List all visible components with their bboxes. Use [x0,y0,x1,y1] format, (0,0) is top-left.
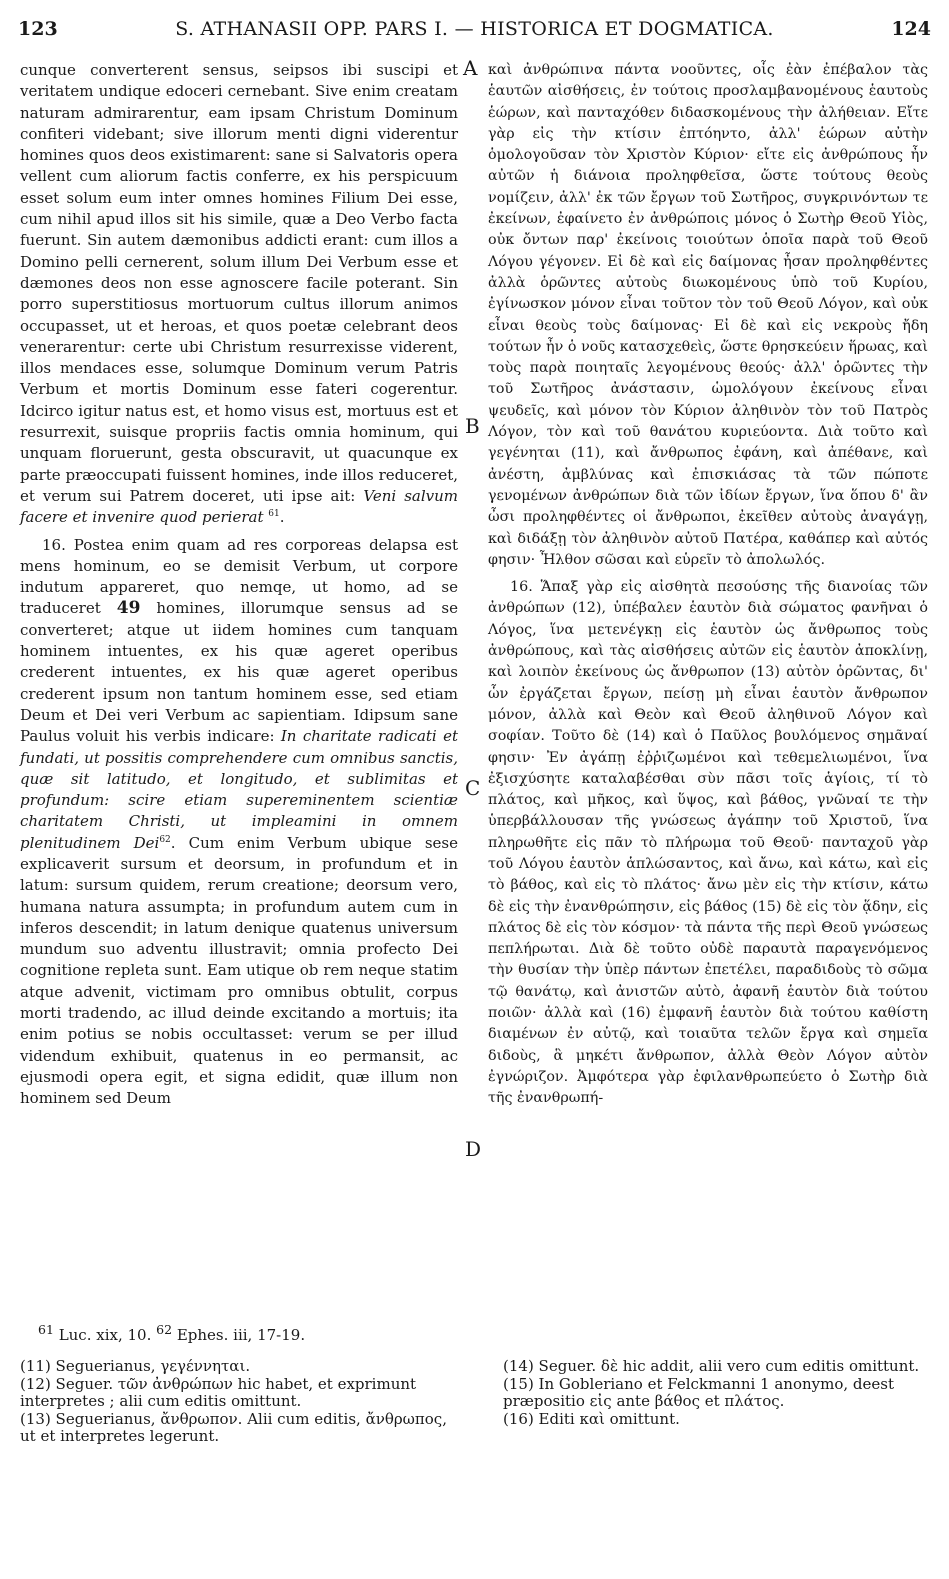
footnote: (14) Seguer. δὲ hic addit, alii vero cum editis omittunt. [503,1357,920,1375]
greek-paragraph-1: καὶ ἀνθρώπινα πάντα νοοῦντες, οἷς ἐὰν ἐπέβαλον τὰς ἑαυτῶν αἰσθήσεις, ἐν τούτοις προσλαμβανομένους ἑαυτοὺς ἑώρων, καὶ πανταχόθεν διδασκομένους τὴν ἀλήθειαν. Εἴτε γὰρ εἰς τὴν κτίσιν ἐπτόηντο, ἀλλ' ἑώρων αὐτὴν ὁμολογοῦσαν τὸν Χριστὸν Κύριον· εἴτε εἰς ἀνθρώπους ἦν αὐτῶν ἡ διάνοια προληφθεῖσα, ὥστε τούτους θεοὺς νομίζειν, ἀλλ' ἐκ τῶν ἔργων τοῦ Σωτῆρος, συγκρινόντων τε ἐκείνων, ἐφαίνετο ἐν ἀνθρώποις μόνος ὁ Σωτὴρ Θεοῦ Υἱὸς, οὐκ ὄντων παρ' ἐκείνοις τοιούτων ὁποῖα παρὰ τοῦ Θεοῦ Λόγου γέγονεν. Εἰ δὲ καὶ εἰς δαίμονας ἦσαν προληφθέντες ἀλλὰ ὁρῶντες αὐτοὺς διωκομένους ὑπὸ τοῦ Κυρίου, ἐγίνωσκον μόνον εἶναι τοῦτον τὸν τοῦ Θεοῦ Λόγον, καὶ οὐκ εἶναι θεοὺς τοὺς δαίμονας· Εἰ δὲ καὶ εἰς νεκροὺς ἤδη τούτων ἦν ὁ νοῦς κατασχεθεὶς, ὥστε θρησκεύειν ἥρωας, καὶ τοὺς παρὰ ποιηταῖς λεγομένους θεούς· ἀλλ' ὁρῶντες τὴν τοῦ Σωτῆρος ἀνάστασιν, ὡμολόγουν ἐκείνους εἶναι ψευδεῖς, καὶ μόνον τὸν Κύριον ἀληθινὸν τὸν τοῦ Πατρὸς Λόγον, τὸν καὶ τοῦ θανάτου κυριεύοντα. Διὰ τοῦτο καὶ γεγένηται (11), καὶ ἄνθρωπος ἐφάνη, καὶ ἀπέθανε, καὶ ἀνέστη, ἀμβλύνας καὶ ἐπισκιάσας τὰ τῶν πώποτε γενομένων ἀνθρώπων διὰ τῶν ἰδίων ἔργων, ἵνα ὅπου δ' ἂν ὦσι προληφθέντες οἱ ἄνθρωποι, ἐκεῖθεν αὐτοὺς ἀναγάγῃ, καὶ διδάξῃ τὸν ἀληθινὸν αὐτοῦ Πατέρα, καθάπερ καὶ αὐτός φησιν· Ἦλθον σῶσαι καὶ εὑρεῖν τὸ ἀπολωλός. [488,62,928,568]
margin-letter-a: A [463,56,478,80]
right-page-number: 124 [891,18,931,40]
footnote-ref: 62 [159,834,171,845]
footnotes-right [503,1358,931,1428]
footnote: (15) In Gobleriano et Felckmanni 1 anonymo, deest præpositio εἰς ante βάθος et πλάτος. [503,1374,895,1410]
latin-text: 16. Postea enim quam ad res corporeas delapsa est mens hominum, eo se demisit Verbum, ut corpore indutum appareret, quo nemqe, ut homo, ad se traduceret [20,535,458,618]
latin-column [20,60,458,1110]
scripture-ref: Luc. xix, 10. [58,1326,152,1344]
margin-letter-c: C [465,776,481,800]
footnotes-left [20,1358,460,1446]
latin-text: . Cum enim Verbum ubique sese explicaverit sursum et deorsum, in profundum et in latum: sursum quidem, rerum creatione; deorsum vero, humana natura assumpta; in profundum autem cum in inferos descendit; in latum denique quatenus universum mundum suo adventu illustravit; omnia profecto Dei cognitione repleta sunt. Eam utique ob rem neque statim atque advenit, victimam pro omnibus obtulit, corpus morti tradendo, ac illud deinde excitando a mortuis; ita enim potius se nobis occultasset: verum se per illud videndum exhibuit, quatenus in eo permansit, ac ejusmodi opera egit, et signa edidit, quæ illum non hominem sed Deum [20,833,458,1108]
greek-paragraph-2: 16. Ἅπαξ γὰρ εἰς αἰσθητὰ πεσούσης τῆς διανοίας τῶν ἀνθρώπων (12), ὑπέβαλεν ἑαυτὸν διὰ σώματος φανῆναι ὁ Λόγος, ἵνα μετενέγκῃ εἰς ἑαυτὸν ὡς ἄνθρωπος τοὺς ἀνθρώπους, καὶ τὰς αἰσθήσεις αὐτῶν εἰς ἑαυτὸν ἀποκλίνῃ, καὶ λοιπὸν ἐκείνους ὡς ἄνθρωπον (13) αὐτὸν ὁρῶντας, δι' ὧν ἐργάζεται ἔργων, πείσῃ μὴ εἶναι ἑαυτὸν ἄνθρωπον μόνον, ἀλλὰ καὶ Θεὸν καὶ Θεοῦ ἀληθινοῦ Λόγον καὶ σοφίαν. Τοῦτο δὲ (14) καὶ ὁ Παῦλος βουλόμενος σημᾶναί φησιν· Ἐν ἀγάπῃ ἐῤῥιζωμένοι καὶ τεθεμελιωμένοι, ἵνα ἐξισχύσητε καταλαβέσθαι σὺν πᾶσι τοῖς ἁγίοις, τί τὸ πλάτος, καὶ μῆκος, καὶ ὕψος, καὶ βάθος, γνῶναί τε τὴν ὑπερβάλλουσαν τῆς γνώσεως ἀγάπην τοῦ Χριστοῦ, ἵνα πληρωθῆτε εἰς πᾶν τὸ πλήρωμα τοῦ Θεοῦ· πανταχοῦ γὰρ τοῦ Λόγου ἑαυτὸν ἁπλώσαντος, καὶ ἄνω, καὶ κάτω, καὶ εἰς τὸ βάθος, καὶ εἰς τὸ πλάτος· ἄνω μὲν εἰς τὴν κτίσιν, κάτω δὲ εἰς τὴν ἐνανθρώπησιν, εἰς βάθος (15) δὲ εἰς τὸν ᾅδην, εἰς πλάτος δὲ εἰς τὸν κόσμον· τὰ πάντα τῆς περὶ Θεοῦ γνώσεως πεπλήρωται. Διὰ δὲ τοῦτο οὐδὲ παραυτὰ παραγενόμενος τὴν θυσίαν τὴν ὑπὲρ πάντων ἐπετέλει, παραδιδοὺς τὸ σῶμα τῷ θανάτῳ, καὶ ἀνιστῶν αὐτὸ, ἀφανῆ ἑαυτὸν διὰ τούτου ποιῶν· ἀλλὰ καὶ (16) ἐμφανῆ ἑαυτὸν διὰ τούτου καθίστη διαμένων ἐν αὐτῷ, καὶ τοιαῦτα τελῶν ἔργα καὶ σημεῖα διδοὺς, ἃ μηκέτι ἄνθρωπον, ἀλλὰ Θεὸν Λόγον αὐτὸν ἐγνώριζον. Ἀμφότερα γὰρ ἐφιλανθρωπεύετο ὁ Σωτὴρ διὰ τῆς ἐνανθρωπή- [488,579,928,1107]
latin-text: homines, illorumque sensus ad se converteret; atque ut iidem homines cum tanquam hominem intuentes, ex his quæ ageret operibus crederent intuentes, ex his quæ ageret operibus crederent ipsum non tantum hominem esse, sed etiam Deum et Dei veri Verbum ac sapientiam. Idipsum sane Paulus voluit his verbis indicare: [20,599,458,746]
scripture-ref: Ephes. iii, 17-19. [176,1326,306,1344]
margin-letter-d: D [465,1137,482,1161]
scripture-ref-number: 61 [38,1322,54,1337]
footnote: (11) Seguerianus, γεγέννηται. [20,1357,251,1375]
left-page-number: 123 [18,18,58,40]
running-title: S. ATHANASII OPP. PARS I. — HISTORICA ET DOGMATICA. [175,18,774,40]
latin-text: cunque converterent sensus, seipsos ibi suscipi et veritatem undique edoceri cernebant. Sive enim creatam naturam admirarentur, eam ipsam Christum Dominum confiteri videbant; sive illorum menti digni viderentur homines quos deos existimarent: sane si Salvatoris opera vellent cum aliorum factis conferre, ex his perspicuum esset solum eum inter omnes homines Filium Dei esse, cum nihil apud illos sit his simile, quæ a Deo Verbo facta fuerunt. Sin autem dæmonibus addicti erant: cum illos a Domino pelli cernerent, solum illum Dei Verbum esse et dæmones deos non esse agnoscere facile poterant. Sin porro superstitiosus mortuorum cultus illorum animos occupasset, ut et heroas, et quos poetæ celebrant deos venerarentur: certe ubi Christum resurrexisse viderent, illos mendaces esse, solumque Dominum verum Patris Verbum et mortis Dominum esse fateri cogerentur. Idcirco igitur natus est, et homo visus est, mortuus est et resurrexit, suisque propriis factis omnia hominum, qui unquam floruerunt, gesta obscuravit, ut quacunque ex parte præoccupati fuissent homines, inde illos reduceret, et verum sui Patrem doceret, uti ipse ait: [20,61,458,505]
latin-text: . [279,508,285,527]
latin-paragraph-2 [20,535,458,1110]
scripture-ref-number: 62 [156,1322,173,1337]
latin-quote: In charitate radicati et fundati, ut possitis comprehendere cum omnibus sanctis, quæ sit latitudo, et longitudo, et sublimitas et profundum: scire etiam supereminentem scientiæ charitatem Christi, ut impleamini in omnem plenitudinem Dei [20,727,458,852]
scripture-references [38,1322,458,1344]
footnote: (12) Seguer. τῶν ἀνθρώπων hic habet, et exprimunt interpretes ; alii cum editis omittunt. [20,1374,417,1410]
latin-paragraph-1 [20,60,458,529]
edition-page-number: 49 [116,598,141,619]
footnote: (13) Seguerianus, ἄνθρωπον. Alii cum editis, ἄνθρωπος, ut et interpretes legerunt. [20,1409,447,1445]
margin-letter-b: B [465,414,480,438]
latin-quote: Veni salvum facere et invenire quod perierat [20,486,458,527]
page-header [18,14,931,44]
footnote: (16) Editi καὶ omittunt. [503,1409,680,1428]
footnote-ref: 61 [268,509,280,520]
greek-column [488,60,928,1110]
